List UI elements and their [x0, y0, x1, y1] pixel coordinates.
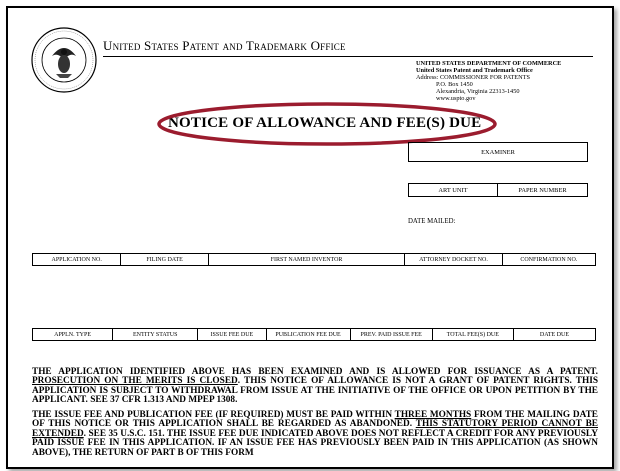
header-cell: DATE DUE	[539, 331, 570, 338]
allowance-paragraph: THE APPLICATION IDENTIFIED ABOVE HAS BEEN EXAMINED AND IS ALLOWED FOR ISSUANCE AS A PATENT. PROSECUTION ON THE MERITS IS CLOSED. THIS NOTICE OF ALLOWANCE IS NOT A GRANT OF PATENT RIGHTS. THIS APPLICATION IS SUBJECT TO WITHDRAWAL FROM ISSUE AT THE INITIATIVE OF THE OFFICE OR UPON PETITION BY THE APPLICANT. SEE 37 CFR 1.313 AND MPEP 1308.	[32, 367, 599, 406]
header-cell: PREV. PAID ISSUE FEE	[351, 329, 433, 340]
address-line: Address: COMMISSIONER FOR PATENTS	[416, 74, 531, 81]
header-cell: ATTORNEY DOCKET NO.	[405, 254, 502, 265]
paper-number-box: PAPER NUMBER	[498, 183, 588, 197]
highlight-oval	[156, 101, 498, 147]
header-cell: APPLICATION NO.	[33, 254, 121, 265]
examiner-box: EXAMINER	[408, 142, 588, 162]
header-cell: FIRST NAMED INVENTOR	[209, 254, 406, 265]
date-mailed-label: DATE MAILED:	[408, 218, 456, 225]
office-line: United States Patent and Trademark Office	[416, 67, 533, 74]
header-rule	[103, 56, 593, 57]
address-block	[416, 60, 606, 102]
notice-title: NOTICE OF ALLOWANCE AND FEE(S) DUE	[168, 115, 482, 131]
address-line: www.uspto.gov	[436, 95, 476, 102]
header-cell: ENTITY STATUS	[113, 329, 198, 340]
application-header-row	[32, 253, 596, 266]
document-page	[6, 6, 614, 469]
fee-header-row	[32, 328, 596, 341]
header-cell: CONFIRMATION NO.	[520, 256, 578, 263]
office-name: United States Patent and Trademark Office	[103, 38, 346, 53]
header-cell: ISSUE FEE DUE	[198, 329, 266, 340]
address-line: P.O. Box 1450	[436, 81, 473, 88]
dept-line: UNITED STATES DEPARTMENT OF COMMERCE	[416, 60, 562, 67]
fee-paragraph: THE ISSUE FEE AND PUBLICATION FEE (IF REQUIRED) MUST BE PAID WITHIN THREE MONTHS FROM THE MAILING DATE OF THIS NOTICE OR THIS APPLICATION SHALL BE REGARDED AS ABANDONED. THIS STATUTORY PERIOD CANNOT BE EXTENDED. SEE 35 U.S.C. 151. THE ISSUE FEE DUE INDICATED ABOVE DOES NOT REFLECT A CREDIT FOR ANY PREVIOUSLY PAID ISSUE FEE IN THIS APPLICATION. IF AN ISSUE FEE HAS PREVIOUSLY BEEN PAID IN THIS APPLICATION (AS SHOWN ABOVE), THE RETURN OF PART B OF THIS FORM	[32, 410, 599, 458]
header-cell: PUBLICATION FEE DUE	[267, 329, 351, 340]
art-unit-box: ART UNIT	[408, 183, 498, 197]
header-cell: APPLN. TYPE	[33, 329, 113, 340]
header-cell: FILING DATE	[121, 254, 208, 265]
header-cell: TOTAL FEE(S) DUE	[433, 329, 514, 340]
uspto-seal-icon	[30, 26, 98, 94]
address-line: Alexandria, Virginia 22313-1450	[436, 88, 520, 95]
